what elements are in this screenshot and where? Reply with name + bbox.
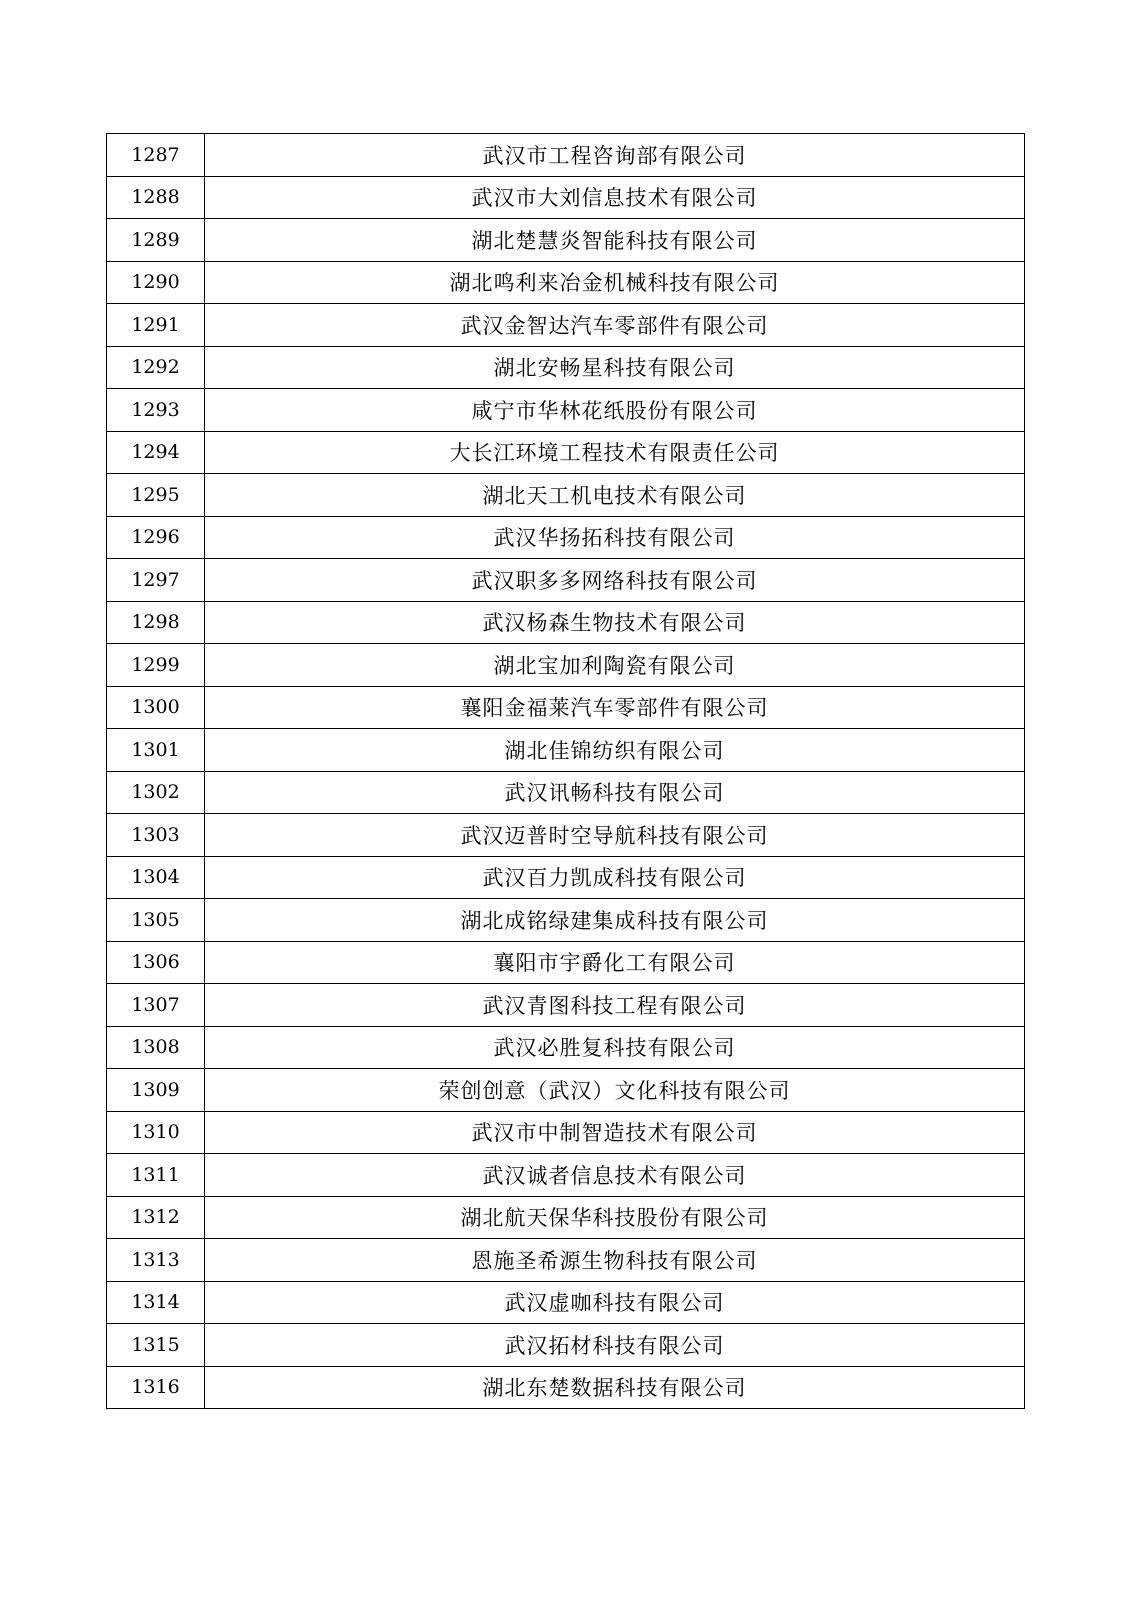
company-name-cell: 武汉讯畅科技有限公司 <box>205 771 1025 814</box>
company-name-cell: 荣创创意（武汉）文化科技有限公司 <box>205 1069 1025 1112</box>
company-list-table <box>106 133 1025 1409</box>
company-name-cell: 武汉金智达汽车零部件有限公司 <box>205 304 1025 347</box>
row-number-cell: 1304 <box>107 856 205 899</box>
table-row <box>107 304 1025 347</box>
company-name-cell: 武汉市大刘信息技术有限公司 <box>205 176 1025 219</box>
table-row <box>107 1154 1025 1197</box>
table-row <box>107 559 1025 602</box>
table-row <box>107 176 1025 219</box>
table-row <box>107 1239 1025 1282</box>
row-number-cell: 1294 <box>107 431 205 474</box>
row-number-cell: 1290 <box>107 261 205 304</box>
row-number-cell: 1303 <box>107 814 205 857</box>
row-number-cell: 1314 <box>107 1281 205 1324</box>
table-row <box>107 941 1025 984</box>
row-number-cell: 1297 <box>107 559 205 602</box>
row-number-cell: 1302 <box>107 771 205 814</box>
table-row <box>107 1366 1025 1409</box>
row-number-cell: 1306 <box>107 941 205 984</box>
table-row <box>107 516 1025 559</box>
row-number-cell: 1316 <box>107 1366 205 1409</box>
row-number-cell: 1296 <box>107 516 205 559</box>
company-name-cell: 湖北安畅星科技有限公司 <box>205 346 1025 389</box>
company-name-cell: 咸宁市华林花纸股份有限公司 <box>205 389 1025 432</box>
company-name-cell: 大长江环境工程技术有限责任公司 <box>205 431 1025 474</box>
company-name-cell: 湖北宝加利陶瓷有限公司 <box>205 644 1025 687</box>
row-number-cell: 1289 <box>107 219 205 262</box>
table-row <box>107 431 1025 474</box>
company-name-cell: 武汉青图科技工程有限公司 <box>205 984 1025 1027</box>
row-number-cell: 1300 <box>107 686 205 729</box>
table-row <box>107 644 1025 687</box>
company-name-cell: 武汉必胜复科技有限公司 <box>205 1026 1025 1069</box>
company-name-cell: 湖北鸣利来冶金机械科技有限公司 <box>205 261 1025 304</box>
row-number-cell: 1311 <box>107 1154 205 1197</box>
row-number-cell: 1292 <box>107 346 205 389</box>
table-row <box>107 601 1025 644</box>
table-row <box>107 729 1025 772</box>
company-name-cell: 湖北楚慧炎智能科技有限公司 <box>205 219 1025 262</box>
table-row <box>107 771 1025 814</box>
company-name-cell: 武汉华扬拓科技有限公司 <box>205 516 1025 559</box>
company-name-cell: 武汉虚咖科技有限公司 <box>205 1281 1025 1324</box>
company-name-cell: 武汉杨森生物技术有限公司 <box>205 601 1025 644</box>
table-row <box>107 219 1025 262</box>
company-name-cell: 湖北佳锦纺织有限公司 <box>205 729 1025 772</box>
company-name-cell: 恩施圣希源生物科技有限公司 <box>205 1239 1025 1282</box>
row-number-cell: 1305 <box>107 899 205 942</box>
table-row <box>107 1324 1025 1367</box>
table-row <box>107 856 1025 899</box>
row-number-cell: 1307 <box>107 984 205 1027</box>
row-number-cell: 1287 <box>107 134 205 177</box>
table-row <box>107 474 1025 517</box>
table-row <box>107 346 1025 389</box>
table-row <box>107 1026 1025 1069</box>
row-number-cell: 1295 <box>107 474 205 517</box>
company-name-cell: 武汉迈普时空导航科技有限公司 <box>205 814 1025 857</box>
table-row <box>107 261 1025 304</box>
row-number-cell: 1313 <box>107 1239 205 1282</box>
company-name-cell: 湖北东楚数据科技有限公司 <box>205 1366 1025 1409</box>
table-row <box>107 1281 1025 1324</box>
row-number-cell: 1298 <box>107 601 205 644</box>
table-row <box>107 1196 1025 1239</box>
company-name-cell: 襄阳市宇爵化工有限公司 <box>205 941 1025 984</box>
company-name-cell: 湖北天工机电技术有限公司 <box>205 474 1025 517</box>
company-name-cell: 武汉市工程咨询部有限公司 <box>205 134 1025 177</box>
row-number-cell: 1299 <box>107 644 205 687</box>
company-name-cell: 武汉拓材科技有限公司 <box>205 1324 1025 1367</box>
table-row <box>107 984 1025 1027</box>
row-number-cell: 1308 <box>107 1026 205 1069</box>
table-row <box>107 134 1025 177</box>
row-number-cell: 1291 <box>107 304 205 347</box>
row-number-cell: 1310 <box>107 1111 205 1154</box>
company-name-cell: 湖北成铭绿建集成科技有限公司 <box>205 899 1025 942</box>
company-name-cell: 武汉百力凯成科技有限公司 <box>205 856 1025 899</box>
row-number-cell: 1288 <box>107 176 205 219</box>
table-row <box>107 899 1025 942</box>
table-body <box>107 134 1025 1409</box>
company-name-cell: 武汉职多多网络科技有限公司 <box>205 559 1025 602</box>
row-number-cell: 1315 <box>107 1324 205 1367</box>
table-row <box>107 389 1025 432</box>
row-number-cell: 1309 <box>107 1069 205 1112</box>
company-name-cell: 襄阳金福莱汽车零部件有限公司 <box>205 686 1025 729</box>
table-row <box>107 1111 1025 1154</box>
company-name-cell: 武汉市中制智造技术有限公司 <box>205 1111 1025 1154</box>
row-number-cell: 1312 <box>107 1196 205 1239</box>
table-row <box>107 814 1025 857</box>
table-row <box>107 686 1025 729</box>
row-number-cell: 1293 <box>107 389 205 432</box>
table-row <box>107 1069 1025 1112</box>
row-number-cell: 1301 <box>107 729 205 772</box>
company-name-cell: 湖北航天保华科技股份有限公司 <box>205 1196 1025 1239</box>
company-name-cell: 武汉诚者信息技术有限公司 <box>205 1154 1025 1197</box>
